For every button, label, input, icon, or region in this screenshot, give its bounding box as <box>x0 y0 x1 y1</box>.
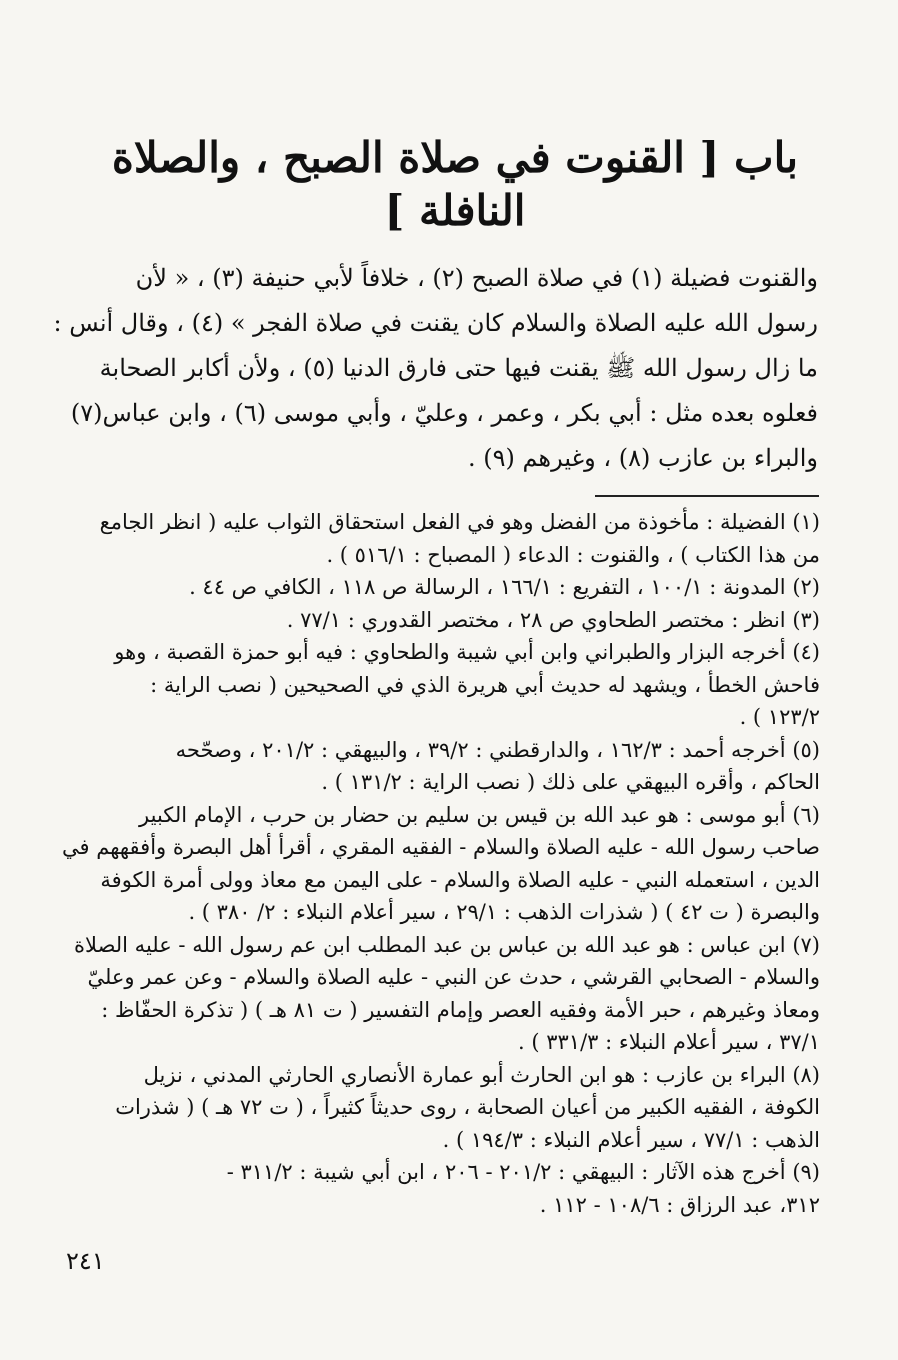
footnote-divider <box>595 495 819 497</box>
footnote-line-21: (٩) أخرج هذه الآثار : البيهقي : ٢٠١/٢ - ٢٠٦ ، ابن أبي شيبة : ٣١١/٢ - <box>226 1160 820 1184</box>
main-text-line-3: ما زال رسول الله ﷺ يقنت فيها حتى فارق الدنيا (٥) ، ولأن أكابر الصحابة <box>99 354 818 382</box>
page-number: ٢٤١ <box>66 1247 105 1275</box>
footnote-line-20: الذهب : ٧٧/١ ، سير أعلام النبلاء : ١٩٤/٣ ) . <box>442 1127 820 1152</box>
footnote-line-14: (٧) ابن عباس : هو عبد الله بن عباس بن عبد المطلب ابن عم رسول الله - عليه الصلاة <box>74 932 820 957</box>
footnote-line-2: من هذا الكتاب ) ، والقنوت : الدعاء ( المصباح : ٥١٦/١ ) . <box>326 542 820 567</box>
main-text-line-5: والبراء بن عازب (٨) ، وغيرهم (٩) . <box>467 444 818 472</box>
footnote-line-17: ٣٧/١ ، سير أعلام النبلاء : ٣٣١/٣ ) . <box>518 1030 820 1054</box>
main-text-line-1: والقنوت فضيلة (١) في صلاة الصبح (٢) ، خلافاً لأبي حنيفة (٣) ، « لأن <box>135 264 818 292</box>
footnote-line-11: صاحب رسول الله - عليه الصلاة والسلام - الفقيه المقري ، أقرأ أهل البصرة وأفقههم في <box>62 835 820 859</box>
footnote-line-16: ومعاذ وغيرهم ، حبر الأمة وفقيه العصر وإمام التفسير ( ت ٨١ هـ ) ( تذكرة الحفّاظ : <box>101 997 820 1022</box>
main-text <box>53 256 818 481</box>
footnote-line-19: الكوفة ، الفقيه الكبير من أعيان الصحابة ، روى حديثاً كثيراً ، ( ت ٧٢ هـ ) ( شذرات <box>115 1095 820 1119</box>
footnote-line-8: (٥) أخرجه أحمد : ١٦٢/٣ ، والدارقطني : ٣٩/٢ ، والبيهقي : ٢٠١/٢ ، وصحّحه <box>175 737 820 762</box>
footnote-line-1: (١) الفضيلة : مأخوذة من الفضل وهو في الفعل استحقاق الثواب عليه ( انظر الجامع <box>99 510 820 534</box>
footnote-line-12: الدين ، استعمله النبي - عليه الصلاة والسلام - على اليمن مع معاذ وولى أمرة الكوفة <box>100 867 820 892</box>
main-text-line-2: رسول الله عليه الصلاة والسلام كان يقنت في صلاة الفجر » (٤) ، وقال أنس : <box>53 309 818 337</box>
footnote-line-15: والسلام - الصحابي القرشي ، حدث عن النبي - عليه الصلاة والسلام - وعن عمر وعليّ <box>87 965 820 989</box>
footnote-line-3: (٢) المدونة : ١٠٠/١ ، التفريع : ١٦٦/١ ، الرسالة ص ١١٨ ، الكافي ص ٤٤ . <box>189 575 820 599</box>
footnote-line-7: ١٢٣/٢ ) . <box>739 705 820 729</box>
footnote-line-13: والبصرة ( ت ٤٢ ) ( شذرات الذهب : ٢٩/١ ، سير أعلام النبلاء : ٢/ ٣٨٠ ) . <box>188 900 820 924</box>
footnotes <box>62 506 820 1221</box>
footnote-line-22: ٣١٢، عبد الرزاق : ١٠٨/٦ - ١١٢ . <box>539 1192 820 1217</box>
footnote-line-10: (٦) أبو موسى : هو عبد الله بن قيس بن سليم بن حضار بن حرب ، الإمام الكبير <box>139 802 820 827</box>
chapter-title: باب [ القنوت في صلاة الصبح ، والصلاة النافلة ] <box>111 133 799 235</box>
footnote-line-5: (٤) أخرجه البزار والطبراني وابن أبي شيبة والطحاوي : فيه أبو حمزة القصبة ، وهو <box>114 640 820 664</box>
footnote-line-6: فاحش الخطأ ، ويشهد له حديث أبي هريرة الذي في الصحيحين ( نصب الراية : <box>150 672 820 697</box>
main-text-line-4: فعلوه بعده مثل : أبي بكر ، وعمر ، وعليّ ، وأبي موسى (٦) ، وابن عباس(٧) <box>70 399 818 427</box>
footnote-line-9: الحاكم ، وأقره البيهقي على ذلك ( نصب الراية : ١٣١/٢ ) . <box>321 770 820 794</box>
footnote-line-4: (٣) انظر : مختصر الطحاوي ص ٢٨ ، مختصر القدوري : ٧٧/١ . <box>286 607 820 632</box>
footnote-line-18: (٨) البراء بن عازب : هو ابن الحارث أبو عمارة الأنصاري الحارثي المدني ، نزيل <box>143 1062 820 1087</box>
